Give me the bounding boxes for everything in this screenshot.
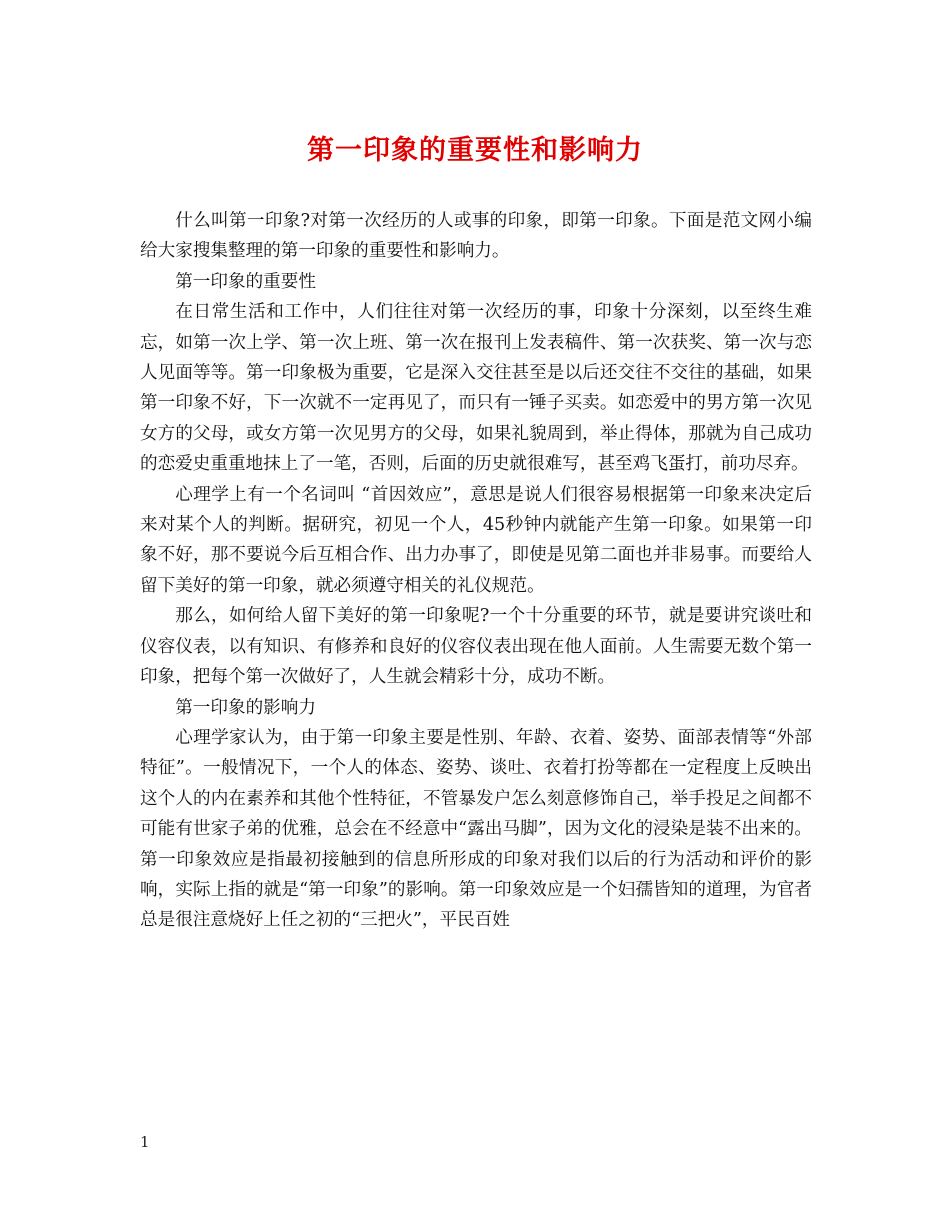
section-heading-importance: 第一印象的重要性 [175,271,316,292]
document-title: 第一印象的重要性和影响力 [307,135,643,166]
section-heading-influence: 第一印象的影响力 [175,697,316,718]
body-paragraph: 那么，如何给人留下美好的第一印象呢?一个十分重要的环节，就是要讲究谈吐和仪容仪表，以有知识、有修养和良好的仪容仪表出现在他人面前。人生需要无数个第一印象，把每个第一次做好了，人生就会精彩十分，成功不断。 [140,606,812,688]
page-number: 1 [140,1133,150,1151]
intro-paragraph: 什么叫第一印象?对第一次经历的人或事的印象，即第一印象。下面是范文网小编给大家搜集整理的第一印象的重要性和影响力。 [140,211,812,262]
document-body [140,206,812,936]
body-paragraph: 在日常生活和工作中，人们往往对第一次经历的事，印象十分深刻，以至终生难忘，如第一次上学、第一次上班、第一次在报刊上发表稿件、第一次获奖、第一次与恋人见面等等。第一印象极为重要，它是深入交往甚至是以后还交往不交往的基础，如果第一印象不好，下一次就不一定再见了，而只有一锤子买卖。如恋爱中的男方第一次见女方的父母，或女方第一次见男方的父母，如果礼貌周到，举止得体，那就为自己成功的恋爱史重重地抹上了一笔，否则，后面的历史就很难写，甚至鸡飞蛋打，前功尽弃。 [140,302,812,475]
body-paragraph: 心理学家认为，由于第一印象主要是性别、年龄、衣着、姿势、面部表情等“外部特征”。一般情况下，一个人的体态、姿势、谈吐、衣着打扮等都在一定程度上反映出这个人的内在素养和其他个性特征，不管暴发户怎么刻意修饰自己，举手投足之间都不可能有世家子弟的优雅，总会在不经意中“露出马脚”，因为文化的浸染是装不出来的。第一印象效应是指最初接触到的信息所形成的印象对我们以后的行为活动和评价的影响，实际上指的就是“第一印象”的影响。第一印象效应是一个妇孺皆知的道理，为官者总是很注意烧好上任之初的“三把火”，平民百姓 [140,727,812,931]
body-paragraph: 心理学上有一个名词叫 “首因效应”，意思是说人们很容易根据第一印象来决定后来对某个人的判断。据研究，初见一个人，45秒钟内就能产生第一印象。如果第一印象不好，那不要说今后互相合作、出力办事了，即使是见第二面也并非易事。而要给人留下美好的第一印象，就必须遵守相关的礼仪规范。 [140,484,812,596]
